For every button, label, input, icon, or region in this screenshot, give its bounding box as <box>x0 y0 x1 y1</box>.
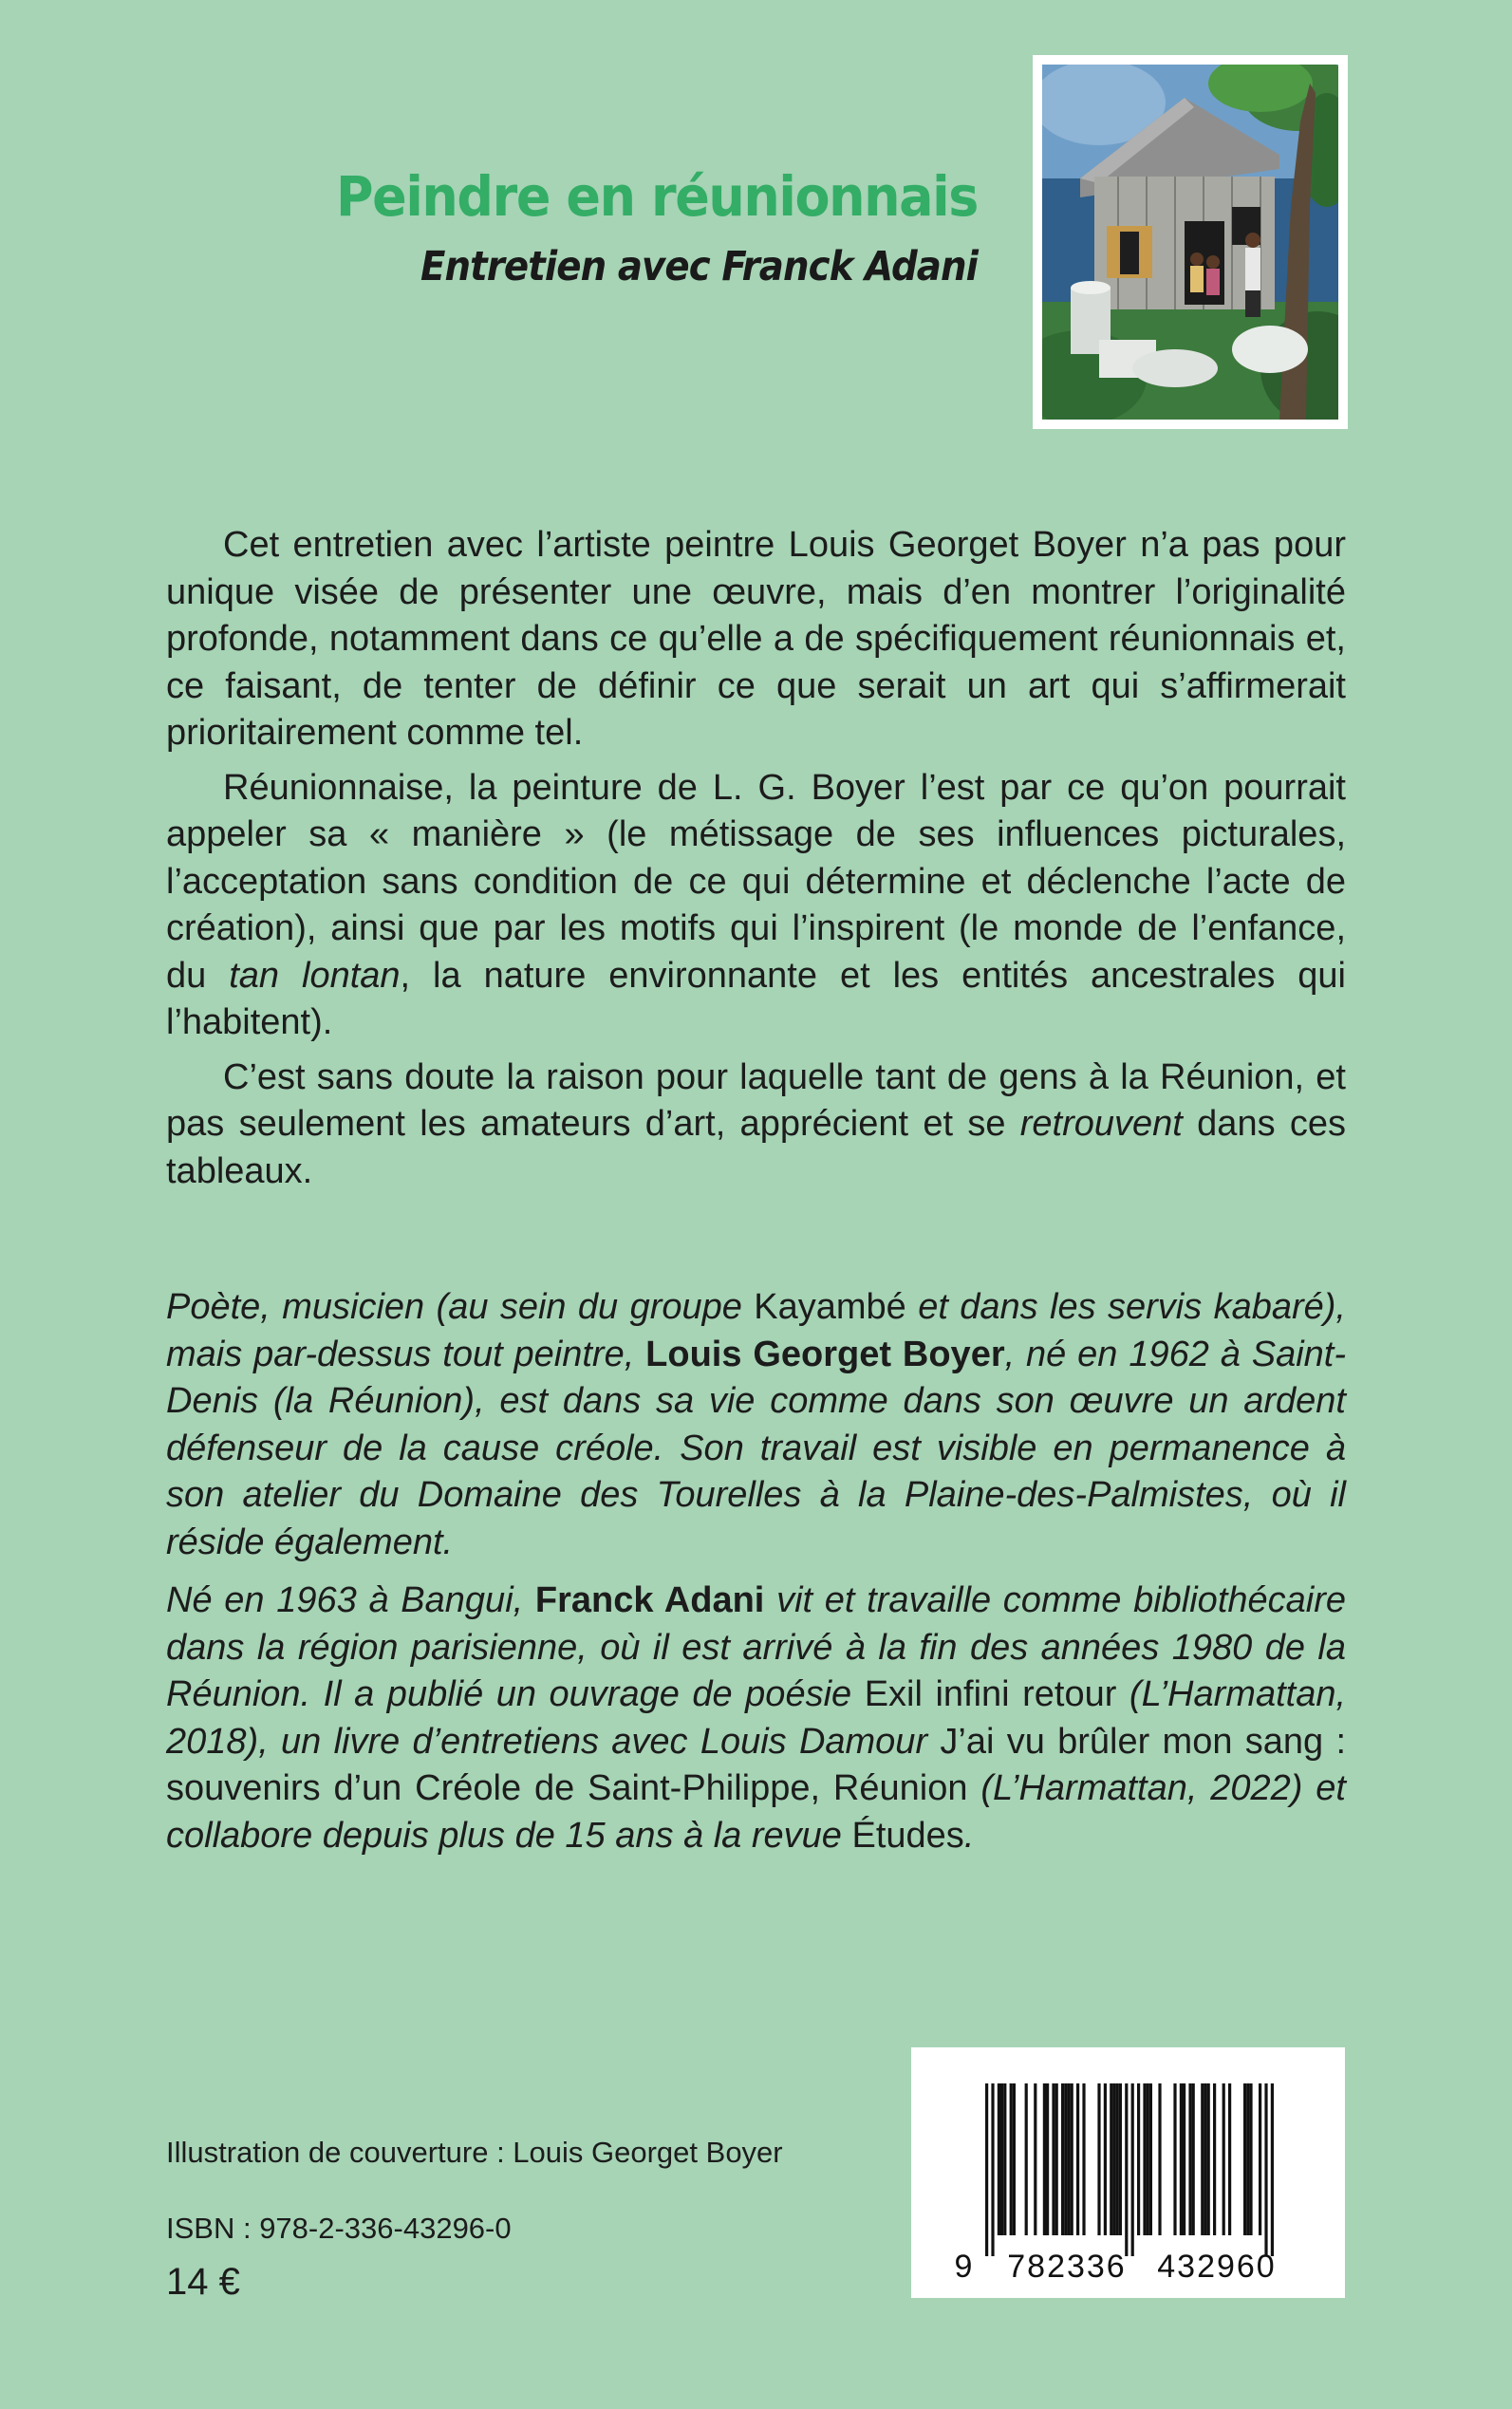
house-painting-illustration <box>1042 65 1338 420</box>
barcode-bar <box>1188 2083 1191 2235</box>
barcode-left-digits: 782336 <box>1007 2249 1127 2285</box>
summary-text <box>166 522 1346 1203</box>
barcode-graphic <box>911 2047 1345 2298</box>
barcode-bar <box>1207 2083 1210 2235</box>
barcode-bar <box>1271 2083 1274 2256</box>
barcode-bar <box>1025 2083 1028 2235</box>
barcode-bar <box>1055 2083 1058 2235</box>
bio-adani <box>166 1578 1346 1859</box>
bio-boyer-group-name: Kayambé <box>754 1287 906 1327</box>
bio-adani-part-e: (L’Harmattan, 2018), un livre d’entretiens avec Louis Damour <box>166 1674 1347 1762</box>
barcode-bar <box>1082 2083 1085 2235</box>
bio-adani-part-g: (L’Harmattan, 2022) et collabore depuis plus de 15 ans à la revue <box>166 1768 1346 1856</box>
barcode-bar <box>1192 2083 1195 2235</box>
barcode-bar <box>1223 2083 1225 2235</box>
barcode-bar <box>1034 2083 1036 2235</box>
bio-boyer-part-e: , né en 1962 à Saint-Denis (la Réunion), est dans sa vie comme dans son œuvre un ardent défenseur de la cause créole. Son travail est visible en permanence à son atelier du Domaine des Tourelles à la Plaine-des-Palmistes, où il réside également. <box>166 1334 1346 1562</box>
barcode-bar <box>1143 2083 1146 2235</box>
summary-paragraph-2 <box>166 765 1346 1047</box>
bio-boyer <box>166 1284 1346 1566</box>
barcode-right-digits: 432960 <box>1157 2249 1277 2285</box>
barcode-bar <box>1173 2083 1176 2235</box>
bio-boyer-part-a: Poète, musicien (au sein du groupe <box>166 1287 742 1327</box>
barcode-bar <box>1243 2083 1246 2235</box>
barcode-bar <box>1061 2083 1064 2235</box>
barcode-bar <box>1147 2083 1149 2235</box>
barcode-bar <box>1183 2083 1185 2235</box>
barcode-bar <box>1013 2083 1016 2235</box>
summary-p2-end: , la nature environnante et les entités ancestrales qui l’habitent). <box>166 955 1346 1042</box>
barcode-bar <box>998 2083 1000 2235</box>
isbn: ISBN : 978-2-336-43296-0 <box>166 2212 512 2245</box>
summary-p3-end: dans ces tableaux. <box>166 1104 1347 1191</box>
barcode-bar <box>1264 2083 1267 2256</box>
barcode-bar <box>1000 2083 1003 2235</box>
barcode-bar <box>1125 2083 1128 2256</box>
barcode-bar <box>1249 2083 1252 2235</box>
bio-adani-book-1: Exil infini retour <box>864 1674 1117 1714</box>
barcode-bar <box>1119 2083 1122 2235</box>
barcode-bar <box>1104 2083 1107 2235</box>
barcode-bar <box>1131 2083 1134 2256</box>
bio-adani-part-c: vit et travaille comme bibliothécaire dans la région parisienne, où il est arrivé à la fin des années 1980 de la Réunion. Il a publié un ouvrage de poésie <box>166 1580 1347 1714</box>
bio-adani-journal: Études <box>851 1815 964 1856</box>
bio-boyer-part-c: et dans les servis kabaré), mais par-dessus tout peintre, <box>166 1287 1346 1374</box>
barcode-bar <box>1137 2083 1140 2235</box>
barcode-bars <box>985 2083 1274 2256</box>
barcode <box>911 2047 1345 2298</box>
barcode-bar <box>1201 2083 1204 2235</box>
barcode-first-digit: 9 <box>954 2249 973 2285</box>
author-bios <box>166 1284 1346 1871</box>
barcode-bar <box>985 2083 988 2256</box>
barcode-bar <box>1067 2083 1070 2235</box>
barcode-bar <box>1110 2083 1112 2235</box>
barcode-bar <box>1076 2083 1079 2235</box>
bio-adani-period: . <box>963 1815 975 1856</box>
barcode-bar <box>1112 2083 1115 2235</box>
bio-adani-book-2: J’ai vu brûler mon sang : souvenirs d’un Créole de Saint-Philippe, Réunion <box>166 1721 1346 1808</box>
barcode-bar <box>1064 2083 1067 2235</box>
barcode-bar <box>1213 2083 1216 2235</box>
summary-paragraph-3 <box>166 1055 1346 1196</box>
summary-p3-start: C’est sans doute la raison pour laquelle tant de gens à la Réunion, et pas seulement les amateurs d’art, apprécient et se <box>166 1056 1346 1144</box>
barcode-bar <box>1116 2083 1119 2235</box>
barcode-bar <box>1228 2083 1231 2235</box>
barcode-bar <box>1259 2083 1261 2235</box>
summary-p2-start: Réunionnaise, la peinture de L. G. Boyer l’est par ce qu’on pourrait appeler sa « manière » (le métissage de ses influences picturales, l’acceptation sans condition de ce qui détermine et déclenche l’acte de création), ainsi que par les motifs qui l’inspirent (le monde de l’enfance, du <box>166 767 1346 996</box>
barcode-bar <box>1149 2083 1152 2235</box>
barcode-bar <box>991 2083 994 2256</box>
barcode-bar <box>1158 2083 1161 2235</box>
barcode-bar <box>1246 2083 1249 2235</box>
barcode-bar <box>1180 2083 1183 2235</box>
barcode-bar <box>1046 2083 1049 2235</box>
bio-adani-name: Franck Adani <box>534 1580 765 1620</box>
cover-thumbnail <box>1033 55 1348 429</box>
barcode-bar <box>1010 2083 1013 2235</box>
bio-adani-part-a: Né en 1963 à Bangui, <box>166 1580 524 1620</box>
barcode-bar <box>1071 2083 1073 2235</box>
barcode-bar <box>1204 2083 1206 2235</box>
barcode-bar <box>1003 2083 1006 2235</box>
bio-boyer-name: Louis Georget Boyer <box>645 1334 1005 1374</box>
title-block <box>171 164 979 290</box>
barcode-bar <box>1043 2083 1046 2235</box>
summary-p2-emphasis: tan lontan <box>229 955 401 996</box>
price: 14 € <box>166 2261 240 2303</box>
barcode-bar <box>1052 2083 1055 2235</box>
summary-p3-emphasis: retrouvent <box>1019 1104 1183 1144</box>
barcode-bar <box>1097 2083 1100 2235</box>
book-title: Peindre en réunionnais <box>336 164 979 229</box>
cover-illustration-credit: Illustration de couverture : Louis Georget Boyer <box>166 2136 783 2169</box>
summary-paragraph-1: Cet entretien avec l’artiste peintre Louis Georget Boyer n’a pas pour unique visée de présenter une œuvre, mais d’en montrer l’originalité profonde, notamment dans ce qu’elle a de spécifiquement réunionnais et, ce faisant, de tenter de définir ce que serait un art qui s’affirmerait prioritairement comme tel. <box>166 525 1346 753</box>
book-subtitle: Entretien avec Franck Adani <box>420 243 978 290</box>
